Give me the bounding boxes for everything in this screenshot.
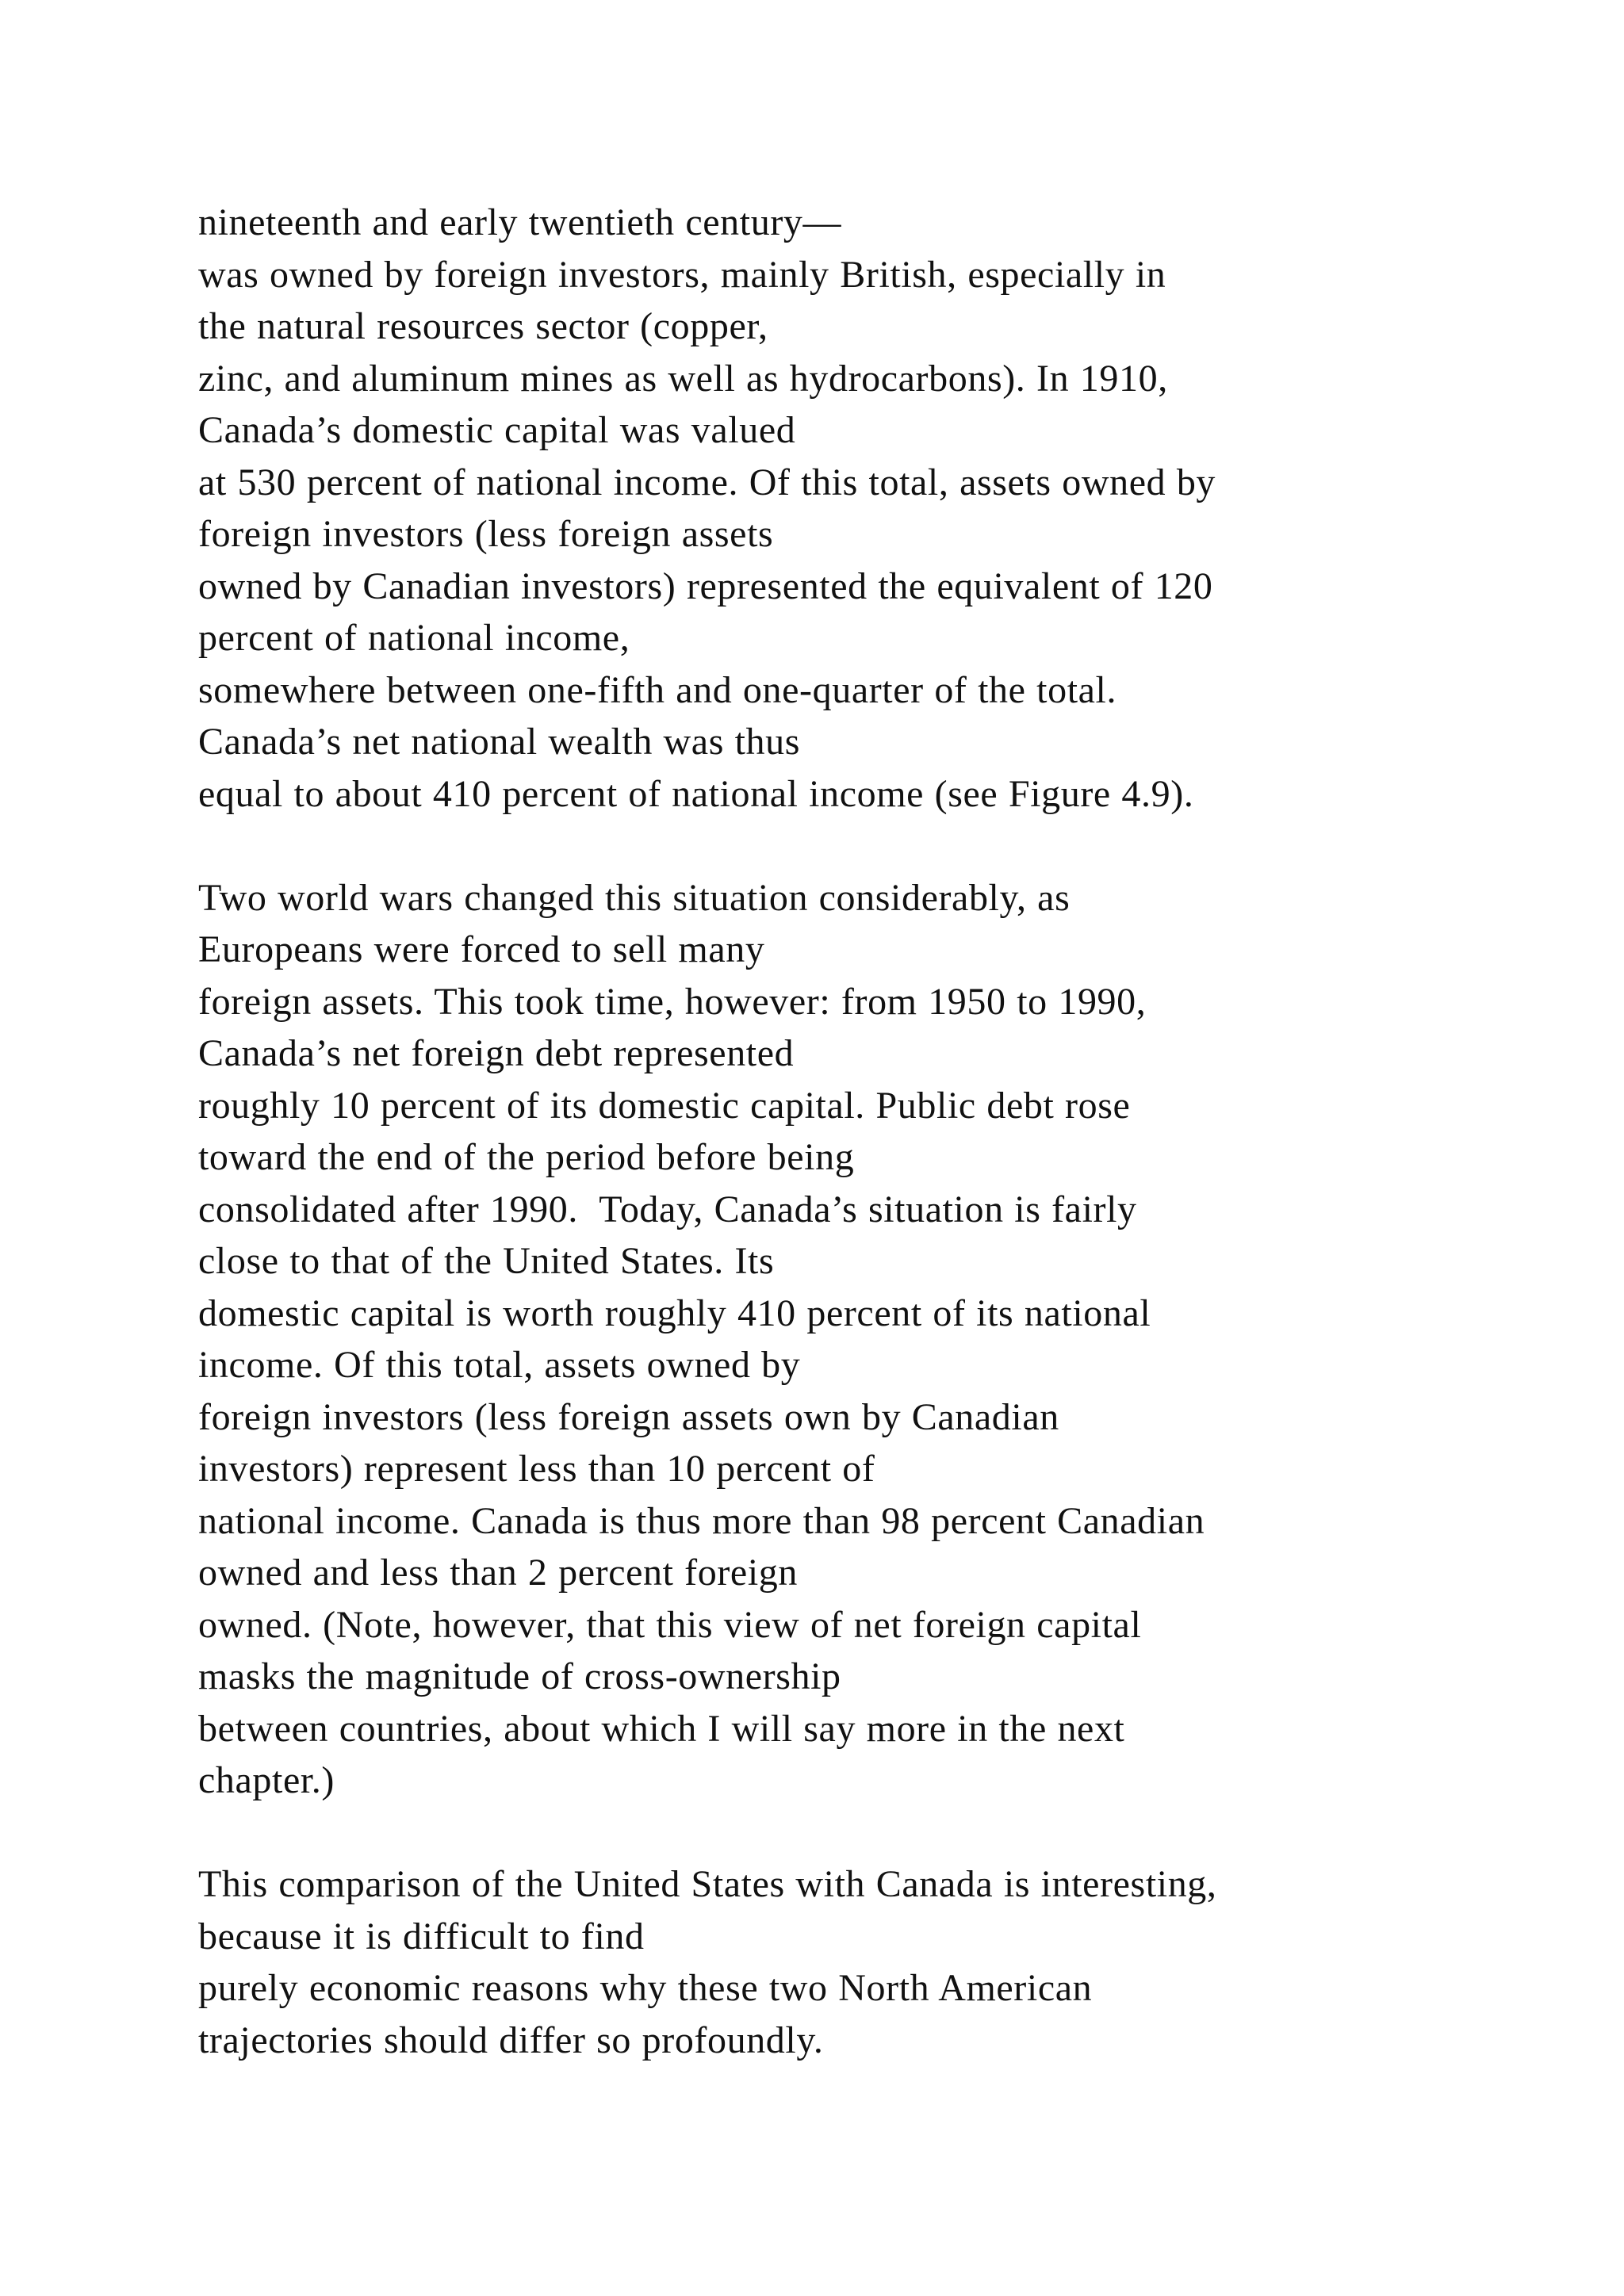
- text-line: Two world wars changed this situation considerably, as: [198, 876, 1071, 919]
- text-line: equal to about 410 percent of national income (see Figure 4.9).: [198, 772, 1194, 815]
- text-line: investors) represent less than 10 percent of: [198, 1448, 875, 1490]
- text-line: Canada’s net national wealth was thus: [198, 721, 801, 763]
- text-line: masks the magnitude of cross-ownership: [198, 1655, 841, 1697]
- text-line: Canada’s domestic capital was valued: [198, 409, 796, 451]
- text-line: nineteenth and early twentieth century—: [198, 201, 842, 243]
- document-body: [198, 197, 1546, 2066]
- text-line: because it is difficult to find: [198, 1915, 645, 1957]
- text-line: consolidated after 1990. Today, Canada’s situation is fairly: [198, 1188, 1137, 1230]
- text-line: Europeans were forced to sell many: [198, 928, 765, 970]
- text-line: foreign investors (less foreign assets: [198, 513, 774, 555]
- text-line: the natural resources sector (copper,: [198, 305, 768, 347]
- text-line: at 530 percent of national income. Of this total, assets owned by: [198, 461, 1216, 503]
- paragraph-spacer: [198, 1807, 1546, 1859]
- paragraph-2: [198, 872, 1546, 1807]
- text-line: was owned by foreign investors, mainly British, especially in: [198, 253, 1166, 296]
- text-line: zinc, and aluminum mines as well as hydrocarbons). In 1910,: [198, 357, 1168, 400]
- text-line: roughly 10 percent of its domestic capital. Public debt rose: [198, 1084, 1131, 1127]
- text-line: owned and less than 2 percent foreign: [198, 1552, 798, 1594]
- text-line: This comparison of the United States with Canada is interesting,: [198, 1863, 1217, 1905]
- paragraph-1: [198, 197, 1546, 820]
- text-line: domestic capital is worth roughly 410 percent of its national: [198, 1292, 1151, 1334]
- text-line: somewhere between one-fifth and one-quarter of the total.: [198, 668, 1117, 711]
- text-line: between countries, about which I will say more in the next: [198, 1707, 1125, 1750]
- text-line: purely economic reasons why these two North American: [198, 1967, 1093, 2009]
- text-line: owned by Canadian investors) represented the equivalent of 120: [198, 564, 1213, 607]
- paragraph-spacer: [198, 820, 1546, 872]
- text-line: income. Of this total, assets owned by: [198, 1344, 801, 1386]
- text-line: foreign investors (less foreign assets own by Canadian: [198, 1395, 1059, 1438]
- text-line: owned. (Note, however, that this view of net foreign capital: [198, 1603, 1142, 1646]
- text-line: close to that of the United States. Its: [198, 1240, 775, 1282]
- text-line: national income. Canada is thus more than 98 percent Canadian: [198, 1499, 1205, 1542]
- text-line: trajectories should differ so profoundly.: [198, 2019, 824, 2061]
- text-line: chapter.): [198, 1759, 335, 1801]
- paragraph-3: [198, 1858, 1546, 2066]
- text-line: toward the end of the period before being: [198, 1136, 855, 1178]
- text-line: foreign assets. This took time, however: from 1950 to 1990,: [198, 980, 1147, 1023]
- text-line: percent of national income,: [198, 617, 630, 659]
- text-line: Canada’s net foreign debt represented: [198, 1032, 795, 1074]
